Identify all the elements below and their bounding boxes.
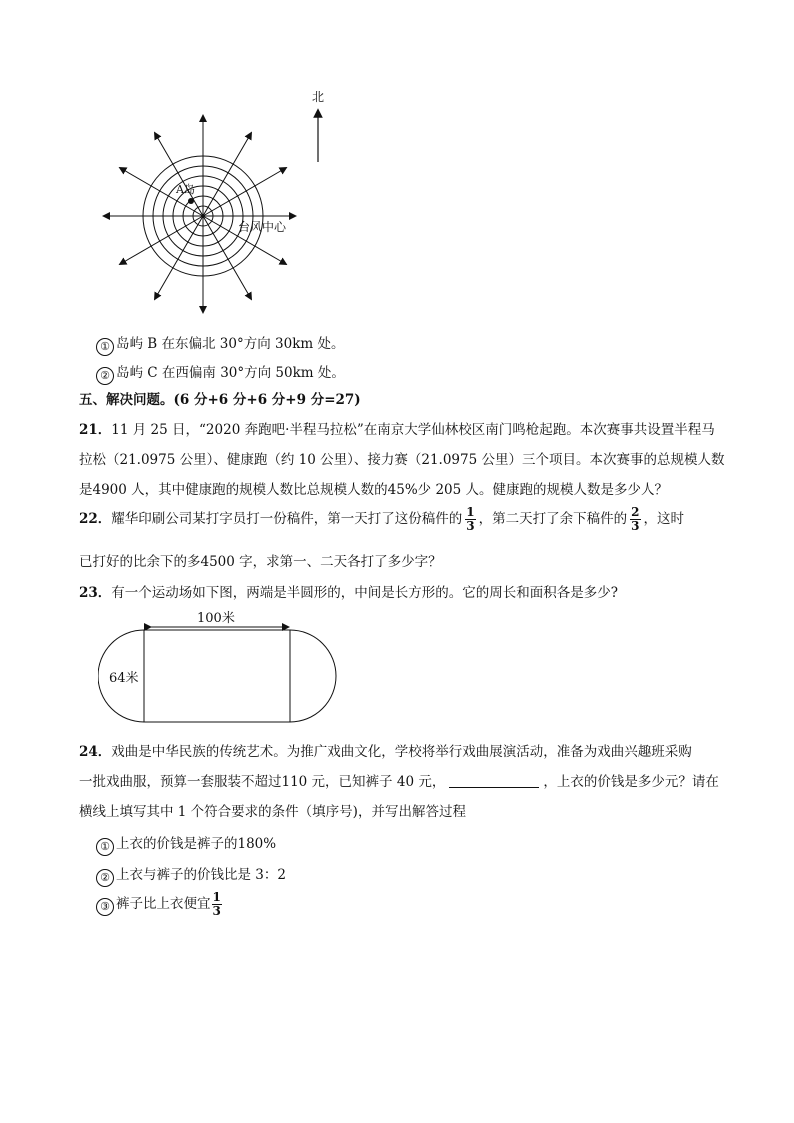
question-22-line2: 已打好的比余下的多4500 字，求第一、二天各打了多少字？ xyxy=(79,554,442,570)
question-text: 一批戏曲服，预算一套服装不超过110 元，已知裤子 40 元， xyxy=(79,774,446,790)
typhoon-diagram xyxy=(100,85,340,315)
option-3 xyxy=(96,891,225,918)
question-21-line3: 是4900 人，其中健康跑的规模人数比总规模人数的45%少 205 人。健康跑的规模人数是多少人？ xyxy=(79,482,669,498)
question-24-line3: 横线上填写其中 1 个符合要求的条件（填序号)，并写出解答过程 xyxy=(79,804,466,820)
question-text: 有一个运动场如下图，两端是半圆形的，中间是长方形的。它的周长和面积各是多少? xyxy=(111,585,619,601)
question-number: 24． xyxy=(79,744,112,760)
question-number: 23． xyxy=(79,585,112,601)
option-text: 裤子比上衣便宜 xyxy=(116,896,211,912)
question-24-line2 xyxy=(79,770,719,790)
item-text: 岛屿 B 在东偏北 30°方向 30km 处。 xyxy=(116,336,345,352)
typhoon-center-label: 台风中心 xyxy=(238,220,287,234)
sports-field-diagram xyxy=(98,608,343,728)
question-text: 11 月 25 日，“2020 奔跑吧·半程马拉松”在南京大学仙林校区南门鸣枪起跑。本次赛事共设置半程马 xyxy=(111,422,715,438)
option-text: 上衣的价钱是裤子的180% xyxy=(116,836,277,852)
length-label: 100米 xyxy=(197,611,235,626)
question-text: 耀华印刷公司某打字员打一份稿件，第一天打了这份稿件的 xyxy=(111,511,463,527)
question-22-line1 xyxy=(79,506,684,533)
item-text: 岛屿 C 在西偏南 30°方向 50km 处。 xyxy=(116,365,345,381)
question-text: 戏曲是中华民族的传统艺术。为推广戏曲文化，学校将举行戏曲展演活动，准备为戏曲兴趣班采购 xyxy=(111,744,692,760)
option-text: 上衣与裤子的价钱比是 3：2 xyxy=(116,867,286,883)
question-23-line1 xyxy=(79,581,618,601)
question-21-line2: 拉松（21.0975 公里）、健康跑（约 10 公里）、接力赛（21.0975 公里）三个项目。本次赛事的总规模人数 xyxy=(79,452,725,468)
island-a-point xyxy=(188,198,194,204)
option-number: ② xyxy=(96,869,114,887)
question-24-line1 xyxy=(79,740,692,760)
fraction: $\frac{1}{3}$ xyxy=(466,505,475,533)
option-number: ① xyxy=(96,838,114,856)
question-21-line1 xyxy=(79,418,715,438)
section-title: 五、解决问题。(6 分+6 分+6 分+9 分=27) xyxy=(79,392,361,408)
option-number: ③ xyxy=(96,898,114,916)
direction-rays xyxy=(106,118,293,310)
answer-blank[interactable] xyxy=(449,773,539,788)
item-20-2 xyxy=(96,361,345,385)
fraction: $\frac{2}{3}$ xyxy=(631,505,640,533)
item-number: ① xyxy=(96,338,114,356)
question-text: ，上衣的价钱是多少元？请在 xyxy=(543,774,719,790)
option-1 xyxy=(96,832,276,856)
option-2 xyxy=(96,863,286,887)
fraction: $\frac{1}{3}$ xyxy=(212,890,221,918)
item-number: ② xyxy=(96,367,114,385)
question-number: 21． xyxy=(79,422,112,438)
north-label: 北 xyxy=(312,90,325,104)
island-a-label: A岛 xyxy=(176,183,195,196)
question-number: 22． xyxy=(79,511,112,527)
item-20-1 xyxy=(96,332,344,356)
question-text: ，第二天打了余下稿件的 xyxy=(478,511,628,527)
question-text: ，这时 xyxy=(643,511,685,527)
width-label: 64米 xyxy=(109,671,139,686)
